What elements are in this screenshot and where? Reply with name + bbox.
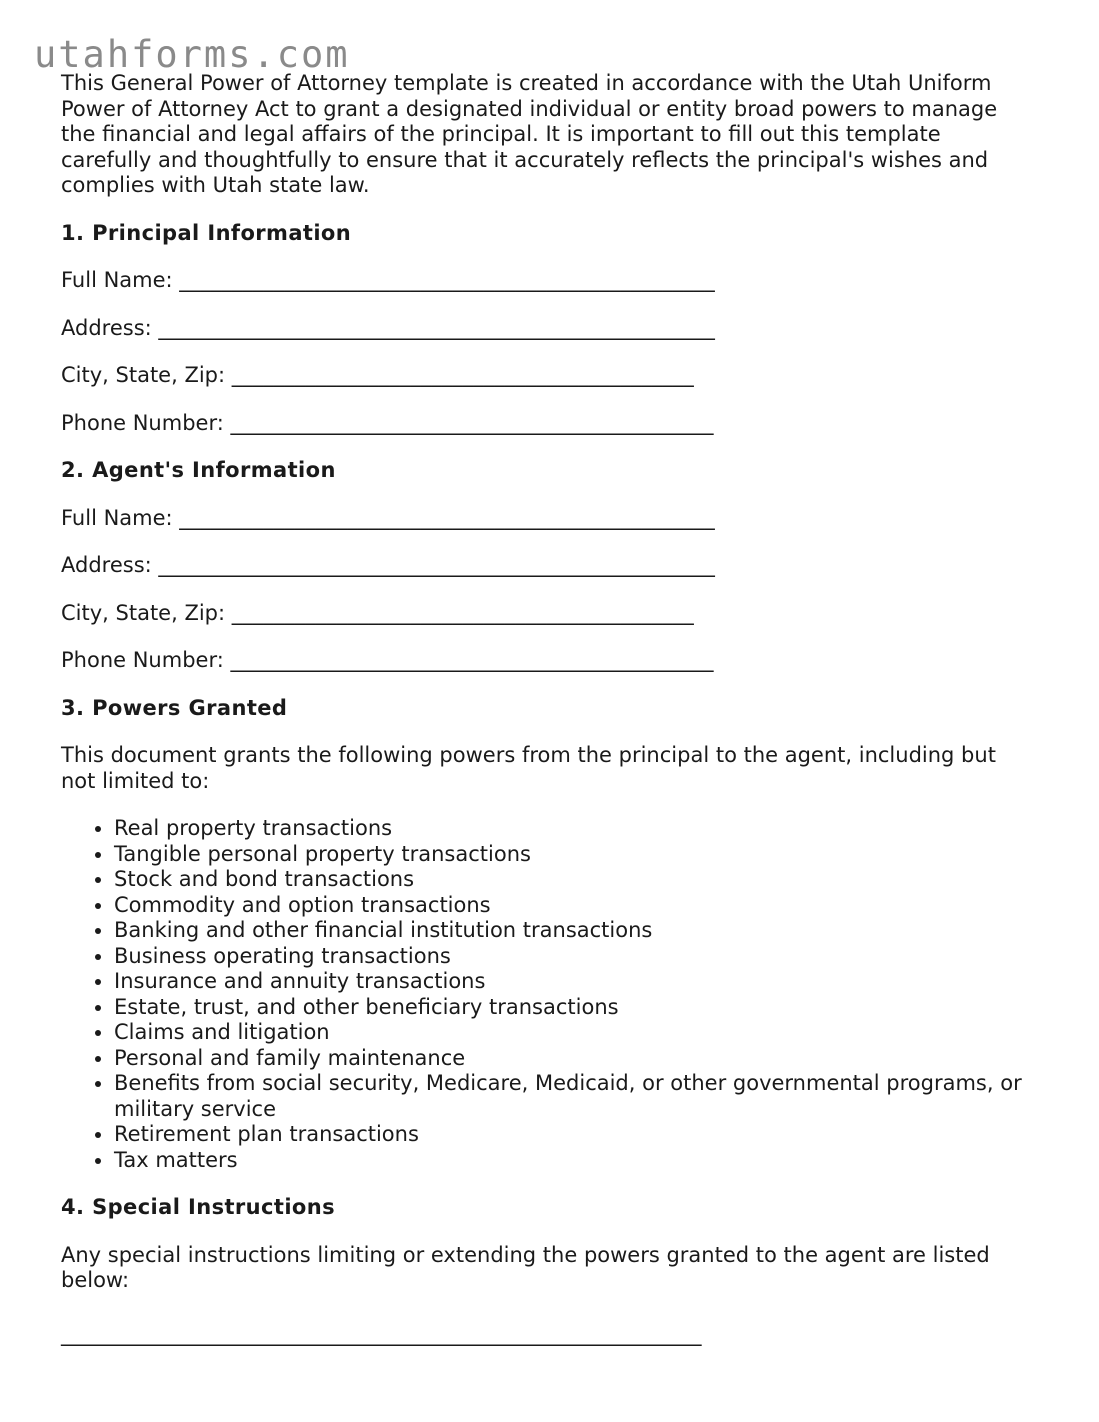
special-instructions-section bbox=[61, 1195, 1031, 1347]
powers-list bbox=[61, 816, 1031, 1173]
list-item: • Insurance and annuity transactions bbox=[114, 969, 1031, 995]
principal-section bbox=[61, 221, 1031, 437]
powers-heading: 3. Powers Granted bbox=[61, 695, 288, 720]
list-item: • Benefits from social security, Medicare, Medicaid, or other governmental programs, or military service bbox=[114, 1071, 1031, 1122]
principal-city-state-zip-field[interactable]: City, State, Zip: ____________________________________________ bbox=[61, 363, 694, 387]
agent-phone-field[interactable]: Phone Number: ______________________________________________ bbox=[61, 648, 714, 672]
list-item: • Estate, trust, and other beneficiary transactions bbox=[114, 995, 1031, 1021]
list-item: • Claims and litigation bbox=[114, 1020, 1031, 1046]
list-item: • Stock and bond transactions bbox=[114, 867, 1031, 893]
special-instructions-description: Any special instructions limiting or extending the powers granted to the agent are listed below: bbox=[61, 1242, 990, 1292]
list-item: • Banking and other financial institution transactions bbox=[114, 918, 1031, 944]
principal-phone-field[interactable]: Phone Number: ______________________________________________ bbox=[61, 410, 714, 435]
agent-heading: 2. Agent's Information bbox=[61, 458, 336, 482]
principal-heading: 1. Principal Information bbox=[61, 220, 352, 245]
principal-address-field[interactable]: Address: _____________________________________________________ bbox=[61, 315, 715, 340]
principal-full-name-field[interactable]: Full Name: ___________________________________________________ bbox=[61, 268, 715, 292]
list-item: • Real property transactions bbox=[114, 816, 1031, 842]
watermark-logo: utahforms.com bbox=[34, 33, 350, 76]
intro-paragraph: This General Power of Attorney template is created in accordance with the Utah Uniform Power of Attorney Act to grant a designated individual or entity broad powers to manage the financial and legal affairs of the principal. It is important to fill out this template carefully and thoughtfully to ensure that it accurately reflects the principal's wishes and complies with Utah state law. bbox=[61, 71, 998, 197]
list-item: • Tangible personal property transactions bbox=[114, 842, 1031, 868]
agent-full-name-field[interactable]: Full Name: ___________________________________________________ bbox=[61, 505, 715, 530]
special-instructions-heading: 4. Special Instructions bbox=[61, 1195, 335, 1219]
agent-address-field[interactable]: Address: _____________________________________________________ bbox=[61, 553, 715, 577]
agent-city-state-zip-field[interactable]: City, State, Zip: ____________________________________________ bbox=[61, 600, 694, 625]
document-page bbox=[61, 71, 1031, 1347]
special-instructions-blank-field[interactable]: _____________________________________________________________ bbox=[61, 1321, 702, 1346]
list-item: • Tax matters bbox=[114, 1148, 1031, 1174]
list-item: • Commodity and option transactions bbox=[114, 893, 1031, 919]
list-item: • Retirement plan transactions bbox=[114, 1122, 1031, 1148]
agent-section bbox=[61, 458, 1031, 674]
list-item: • Business operating transactions bbox=[114, 944, 1031, 970]
list-item: • Personal and family maintenance bbox=[114, 1046, 1031, 1072]
powers-section bbox=[61, 696, 1031, 1174]
powers-description: This document grants the following powers from the principal to the agent, including but not limited to: bbox=[61, 743, 996, 793]
